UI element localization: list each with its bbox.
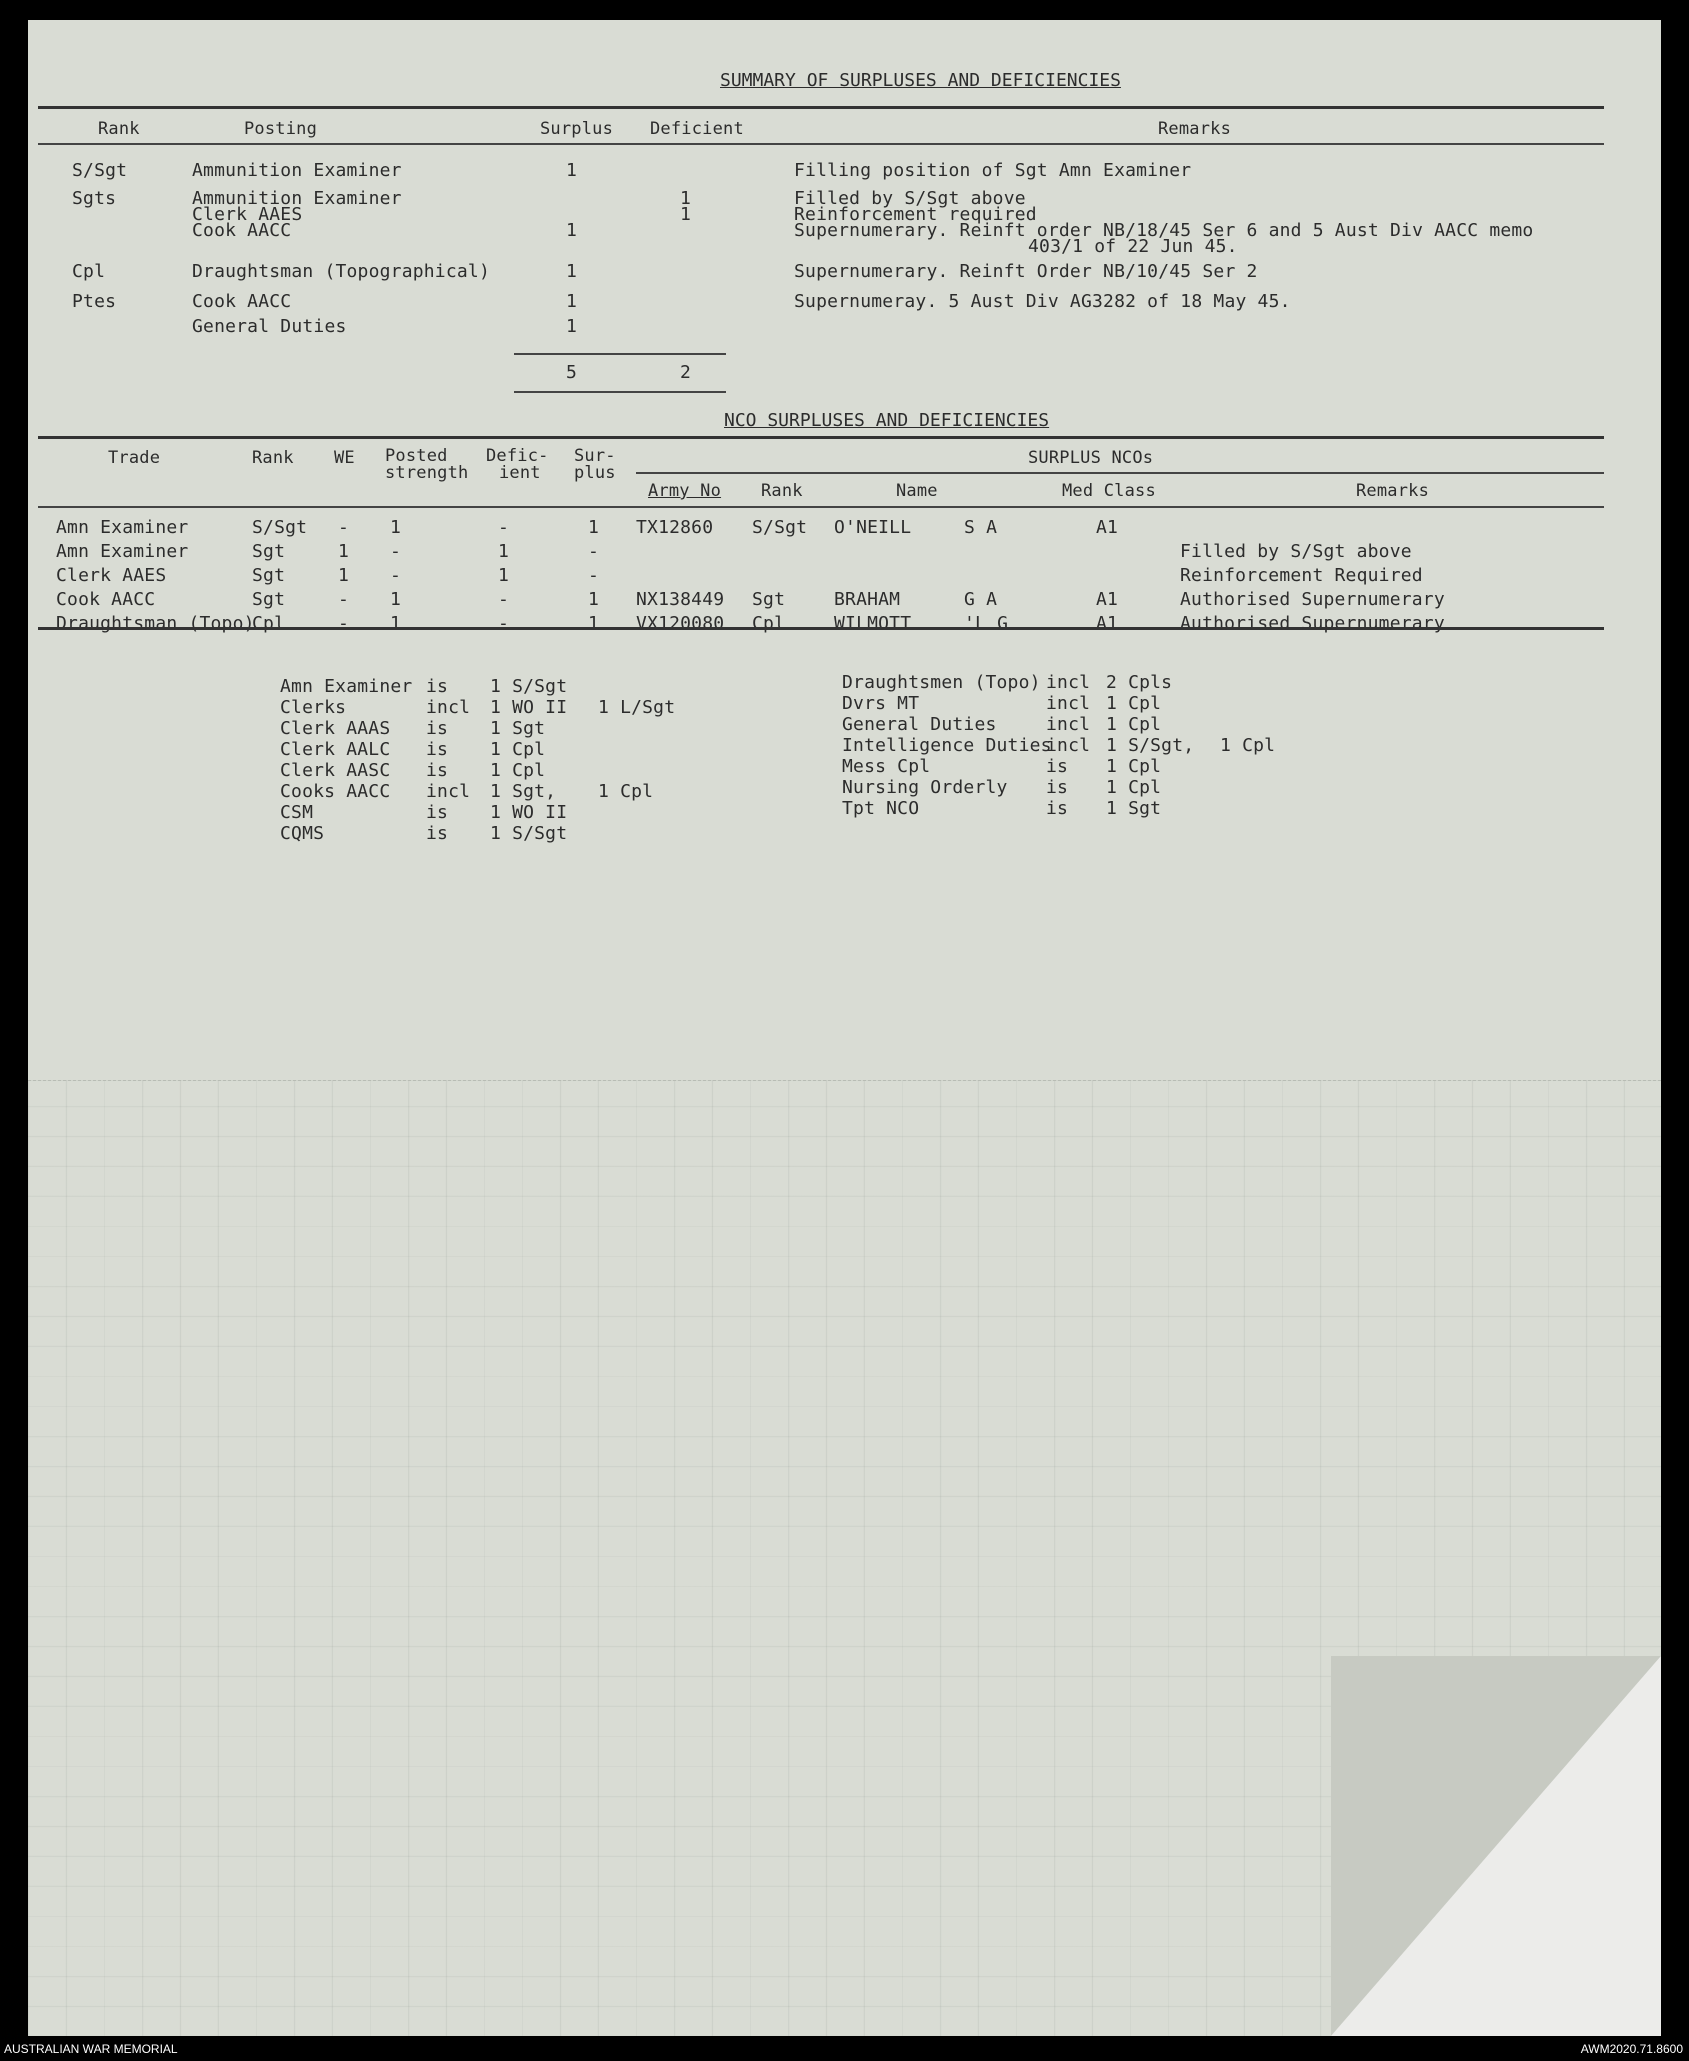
establishment-entry-a: Intelligence Duties — [842, 735, 1052, 756]
nco-cell-name: WILMOTT — [834, 613, 912, 634]
establishment-entry-a: CQMS — [280, 823, 325, 844]
summary-cell-surplus: 1 — [566, 316, 578, 337]
summary-cell-surplus: 1 — [566, 160, 578, 181]
nco-cell-army_no: NX138449 — [636, 589, 725, 610]
nco-header-rule — [38, 506, 1604, 508]
establishment-entry-b: incl — [1046, 735, 1091, 756]
nco-header-posted-2: strength — [385, 463, 469, 483]
establishment-entry-c: 1 WO II — [490, 802, 568, 823]
establishment-entry-b: is — [1046, 756, 1069, 777]
establishment-entry-a: Nursing Orderly — [842, 777, 1008, 798]
summary-top-rule — [38, 106, 1604, 109]
nco-cell-posted: 1 — [390, 517, 402, 538]
nco-header-surplus-1: Sur- — [574, 446, 616, 466]
establishment-entry-b: incl — [1046, 714, 1091, 735]
establishment-entry-b: incl — [1046, 672, 1091, 693]
nco-cell-trade: Amn Examiner — [56, 541, 189, 562]
nco-group-rule — [636, 472, 1604, 474]
summary-header-rank: Rank — [98, 119, 140, 139]
nco-cell-trade: Amn Examiner — [56, 517, 189, 538]
nco-cell-name: BRAHAM — [834, 589, 901, 610]
nco-cell-srank: Cpl — [752, 613, 786, 634]
summary-cell-remarks: Supernumerary. Reinft Order NB/10/45 Ser 2 — [794, 261, 1258, 282]
establishment-entry-c: 1 S/Sgt — [490, 823, 568, 844]
nco-cell-army_no: VX120080 — [636, 613, 725, 634]
nco-cell-med: A1 — [1096, 517, 1119, 538]
nco-bottom-rule — [38, 627, 1604, 630]
establishment-entry-c: 1 Sgt — [490, 718, 546, 739]
summary-cell-remarks: Filled by S/Sgt above — [794, 188, 1026, 209]
nco-cell-surplus: 1 — [588, 517, 600, 538]
summary-header-remarks: Remarks — [1158, 119, 1232, 139]
establishment-entry-a: Tpt NCO — [842, 798, 920, 819]
establishment-entry-c: 1 Sgt, — [490, 781, 557, 802]
establishment-entry-c: 1 Cpl — [1106, 693, 1162, 714]
nco-cell-rank: Sgt — [252, 565, 286, 586]
nco-cell-posted: - — [390, 565, 402, 586]
nco-header-we: WE — [334, 448, 355, 468]
page-fold-corner — [1331, 1656, 1661, 2036]
establishment-entry-a: Draughtsmen (Topo) — [842, 672, 1041, 693]
nco-cell-we: 1 — [338, 565, 350, 586]
nco-cell-srank: S/Sgt — [752, 517, 808, 538]
nco-header-army-no: Army No — [648, 481, 722, 501]
summary-cell-surplus: 1 — [566, 261, 578, 282]
nco-header-surplus-group: SURPLUS NCOs — [1028, 448, 1154, 468]
nco-cell-we: - — [338, 613, 350, 634]
establishment-entry-c: 1 Cpl — [1106, 756, 1162, 777]
nco-title: NCO SURPLUSES AND DEFICIENCIES — [724, 410, 1050, 431]
summary-cell-rank: Ptes — [72, 291, 117, 312]
establishment-entry-a: Dvrs MT — [842, 693, 920, 714]
establishment-entry-c: 1 Cpl — [1106, 777, 1162, 798]
summary-cell-posting: Draughtsman (Topographical) — [192, 261, 490, 282]
summary-cell-remarks: Supernumerary. Reinft order NB/18/45 Ser 6 and 5 Aust Div AACC memo — [794, 220, 1534, 241]
summary-cell-deficient: 1 — [680, 188, 692, 209]
summary-header-rule — [38, 143, 1604, 145]
nco-cell-trade: Clerk AAES — [56, 565, 167, 586]
nco-cell-defic: - — [498, 613, 510, 634]
nco-cell-init: G A — [964, 589, 998, 610]
establishment-entry-c: 2 Cpls — [1106, 672, 1173, 693]
establishment-entry-b: incl — [426, 781, 471, 802]
establishment-entry-a: Clerk AALC — [280, 739, 391, 760]
nco-cell-init: S A — [964, 517, 998, 538]
establishment-entry-a: Clerks — [280, 697, 347, 718]
nco-cell-rank: Sgt — [252, 541, 286, 562]
establishment-entry-b: is — [426, 676, 449, 697]
nco-cell-defic: 1 — [498, 541, 510, 562]
summary-cell-posting: Ammunition Examiner — [192, 188, 402, 209]
summary-cell-posting: Cook AACC — [192, 220, 292, 241]
summary-total-surplus: 5 — [566, 362, 578, 383]
establishment-entry-a: CSM — [280, 802, 314, 823]
establishment-entry-a: Clerk AAAS — [280, 718, 391, 739]
nco-header-remarks: Remarks — [1356, 481, 1430, 501]
nco-cell-trade: Draughtsman (Topo) — [56, 613, 255, 634]
nco-cell-defic: 1 — [498, 565, 510, 586]
summary-title: SUMMARY OF SURPLUSES AND DEFICIENCIES — [720, 70, 1121, 91]
summary-subtotal-rule — [514, 353, 726, 355]
summary-total-deficient: 2 — [680, 362, 692, 383]
summary-cell-remarks: 403/1 of 22 Jun 45. — [1028, 236, 1238, 257]
nco-header-trade: Trade — [108, 448, 161, 468]
nco-cell-posted: - — [390, 541, 402, 562]
establishment-entry-b: is — [1046, 777, 1069, 798]
nco-cell-posted: 1 — [390, 613, 402, 634]
nco-cell-we: - — [338, 517, 350, 538]
archive-name: AUSTRALIAN WAR MEMORIAL — [4, 2042, 178, 2056]
establishment-entry-c: 1 Cpl — [490, 739, 546, 760]
establishment-entry-c: 1 Cpl — [490, 760, 546, 781]
establishment-entry-b: is — [426, 718, 449, 739]
nco-header-surplus-rank: Rank — [761, 481, 803, 501]
nco-cell-surplus: - — [588, 541, 600, 562]
nco-cell-init: 'L G — [964, 613, 1009, 634]
establishment-entry-b: is — [1046, 798, 1069, 819]
establishment-entry-c: 1 Sgt — [1106, 798, 1162, 819]
nco-top-rule — [38, 436, 1604, 439]
nco-header-posted-1: Posted — [385, 446, 448, 466]
summary-cell-posting: General Duties — [192, 316, 347, 337]
summary-cell-posting: Clerk AAES — [192, 204, 303, 225]
nco-cell-remarks: Filled by S/Sgt above — [1180, 541, 1412, 562]
nco-cell-rank: S/Sgt — [252, 517, 308, 538]
nco-header-rank: Rank — [252, 448, 294, 468]
nco-cell-army_no: TX12860 — [636, 517, 714, 538]
nco-cell-trade: Cook AACC — [56, 589, 156, 610]
summary-cell-posting: Ammunition Examiner — [192, 160, 402, 181]
archive-reference: AWM2020.71.8600 — [1580, 2042, 1683, 2056]
nco-header-surplus-2: plus — [574, 463, 616, 483]
establishment-entry-b: is — [426, 802, 449, 823]
nco-header-med-class: Med Class — [1062, 481, 1156, 501]
establishment-entry-b: is — [426, 823, 449, 844]
summary-header-deficient: Deficient — [650, 119, 744, 139]
nco-cell-remarks: Authorised Supernumerary — [1180, 589, 1445, 610]
establishment-entry-d: 1 Cpl — [598, 781, 654, 802]
establishment-entry-c: 1 Cpl — [1106, 714, 1162, 735]
archive-caption-bar — [0, 2036, 1689, 2061]
nco-cell-we: 1 — [338, 541, 350, 562]
establishment-entry-d: 1 L/Sgt — [598, 697, 676, 718]
nco-cell-surplus: 1 — [588, 589, 600, 610]
nco-header-defic-2: ient — [499, 463, 541, 483]
summary-total-rule — [514, 391, 726, 393]
nco-cell-med: A1 — [1096, 589, 1119, 610]
summary-cell-remarks: Filling position of Sgt Amn Examiner — [794, 160, 1192, 181]
establishment-entry-b: is — [426, 760, 449, 781]
establishment-entry-d: 1 Cpl — [1220, 735, 1276, 756]
establishment-entry-a: Amn Examiner — [280, 676, 413, 697]
establishment-entry-a: General Duties — [842, 714, 997, 735]
summary-cell-deficient: 1 — [680, 204, 692, 225]
nco-cell-remarks: Reinforcement Required — [1180, 565, 1423, 586]
nco-cell-surplus: 1 — [588, 613, 600, 634]
summary-cell-rank: Cpl — [72, 261, 106, 282]
establishment-entry-c: 1 S/Sgt, — [1106, 735, 1195, 756]
summary-cell-remarks: Supernumeray. 5 Aust Div AG3282 of 18 May 45. — [794, 291, 1291, 312]
summary-cell-rank: Sgts — [72, 188, 117, 209]
nco-cell-med: A1 — [1096, 613, 1119, 634]
document-page — [28, 20, 1661, 2036]
nco-header-name: Name — [896, 481, 938, 501]
summary-header-posting: Posting — [244, 119, 318, 139]
nco-cell-defic: - — [498, 589, 510, 610]
nco-cell-rank: Sgt — [252, 589, 286, 610]
nco-cell-rank: Cpl — [252, 613, 286, 634]
establishment-entry-b: incl — [426, 697, 471, 718]
summary-cell-surplus: 1 — [566, 291, 578, 312]
establishment-entry-b: incl — [1046, 693, 1091, 714]
summary-cell-posting: Cook AACC — [192, 291, 292, 312]
establishment-entry-c: 1 WO II — [490, 697, 568, 718]
establishment-entry-c: 1 S/Sgt — [490, 676, 568, 697]
establishment-entry-b: is — [426, 739, 449, 760]
summary-cell-surplus: 1 — [566, 220, 578, 241]
summary-cell-rank: S/Sgt — [72, 160, 128, 181]
establishment-entry-a: Mess Cpl — [842, 756, 931, 777]
establishment-entry-a: Cooks AACC — [280, 781, 391, 802]
summary-header-surplus: Surplus — [540, 119, 614, 139]
nco-header-defic-1: Defic- — [486, 446, 549, 466]
nco-cell-srank: Sgt — [752, 589, 786, 610]
nco-cell-defic: - — [498, 517, 510, 538]
establishment-entry-a: Clerk AASC — [280, 760, 391, 781]
nco-cell-we: - — [338, 589, 350, 610]
nco-cell-name: O'NEILL — [834, 517, 912, 538]
summary-cell-remarks: Reinforcement required — [794, 204, 1037, 225]
nco-cell-remarks: Authorised Supernumerary — [1180, 613, 1445, 634]
nco-cell-surplus: - — [588, 565, 600, 586]
nco-cell-posted: 1 — [390, 589, 402, 610]
